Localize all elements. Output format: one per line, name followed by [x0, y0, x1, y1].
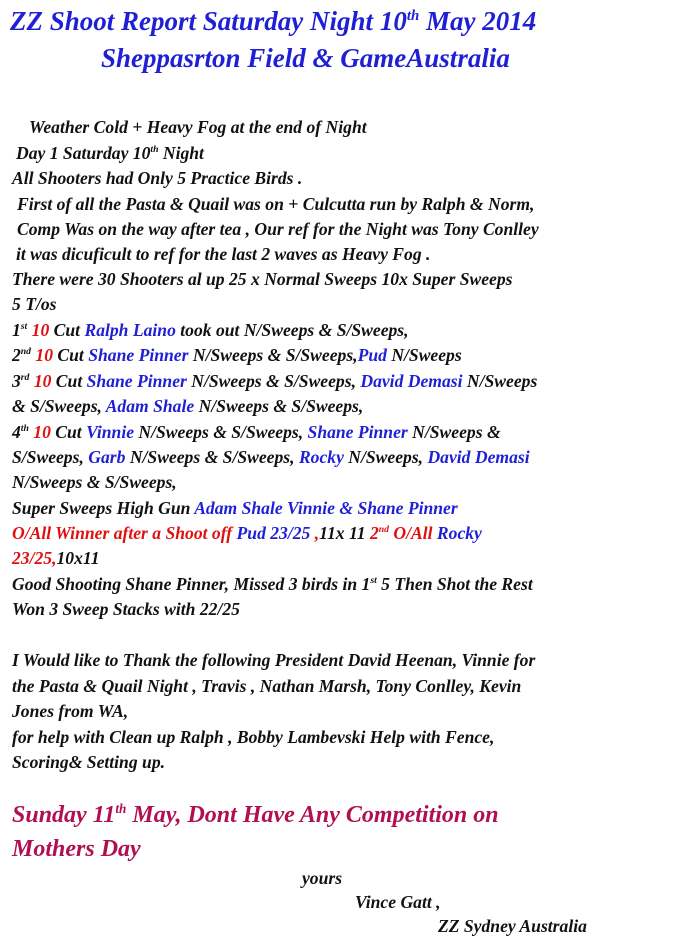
comp-line: Comp Was on the way after tea , Our ref for the Night was Tony Conlley	[17, 219, 539, 239]
cut4-line: 4th 10 Cut Vinnie N/Sweeps & S/Sweeps, Shane Pinner N/Sweeps &	[12, 422, 501, 442]
thanks-line-2: the Pasta & Quail Night , Travis , Nathan Marsh, Tony Conlley, Kevin	[12, 676, 522, 696]
thanks-line-3: Jones from WA,	[12, 701, 129, 721]
super-sweeps-line: Super Sweeps High Gun Adam Shale Vinnie & Shane Pinner	[12, 498, 458, 518]
signature-name: Vince Gatt ,	[355, 892, 441, 912]
cut3-line: 3rd 10 Cut Shane Pinner N/Sweeps & S/Sweeps, David Demasi N/Sweeps	[12, 371, 538, 391]
shooters-line: There were 30 Shooters al up 25 x Normal Sweeps 10x Super Sweeps	[12, 269, 513, 289]
weather-line: Weather Cold + Heavy Fog at the end of Night	[29, 117, 367, 137]
fog-line: it was dicuficult to ref for the last 2 waves as Heavy Fog .	[16, 244, 431, 264]
thanks-line-5: Scoring& Setting up.	[12, 752, 166, 772]
day-line: Day 1 Saturday 10th Night	[16, 143, 204, 163]
thanks-line-1: I Would like to Thank the following President David Heenan, Vinnie for	[12, 650, 536, 670]
thanks-line-4: for help with Clean up Ralph , Bobby Lambevski Help with Fence,	[12, 727, 495, 747]
cut2-line: 2nd 10 Cut Shane Pinner N/Sweeps & S/Sweeps,Pud N/Sweeps	[12, 345, 462, 365]
report-title: ZZ Shoot Report Saturday Night 10th May 2014	[10, 6, 537, 36]
report-subtitle: Sheppasrton Field & GameAustralia	[101, 43, 510, 73]
sunday-notice: Sunday 11th May, Dont Have Any Competition on	[12, 801, 499, 828]
won-line: Won 3 Sweep Stacks with 22/25	[12, 599, 240, 619]
tos-line: 5 T/os	[12, 294, 57, 314]
pasta-line: First of all the Pasta & Quail was on + Culcutta run by Ralph & Norm,	[17, 194, 535, 214]
cut3-line-cont: & S/Sweeps, Adam Shale N/Sweeps & S/Sweeps,	[12, 396, 364, 416]
cut1-line: 1st 10 Cut Ralph Laino took out N/Sweeps & S/Sweeps,	[12, 320, 409, 340]
good-shooting-line: Good Shooting Shane Pinner, Missed 3 birds in 1st 5 Then Shot the Rest	[12, 574, 533, 594]
winner-line-cont: 23/25,10x11	[12, 548, 100, 568]
winner-line: O/All Winner after a Shoot off Pud 23/25 ,11x 11 2nd O/All Rocky	[12, 523, 482, 543]
cut4-line-end: N/Sweeps & S/Sweeps,	[12, 472, 177, 492]
cut4-line-cont: S/Sweeps, Garb N/Sweeps & S/Sweeps, Rocky N/Sweeps, David Demasi	[12, 447, 530, 467]
sunday-notice-cont: Mothers Day	[12, 836, 141, 862]
practice-line: All Shooters had Only 5 Practice Birds .	[12, 168, 303, 188]
signature-yours: yours	[302, 868, 343, 888]
signature-org: ZZ Sydney Australia	[438, 916, 587, 936]
